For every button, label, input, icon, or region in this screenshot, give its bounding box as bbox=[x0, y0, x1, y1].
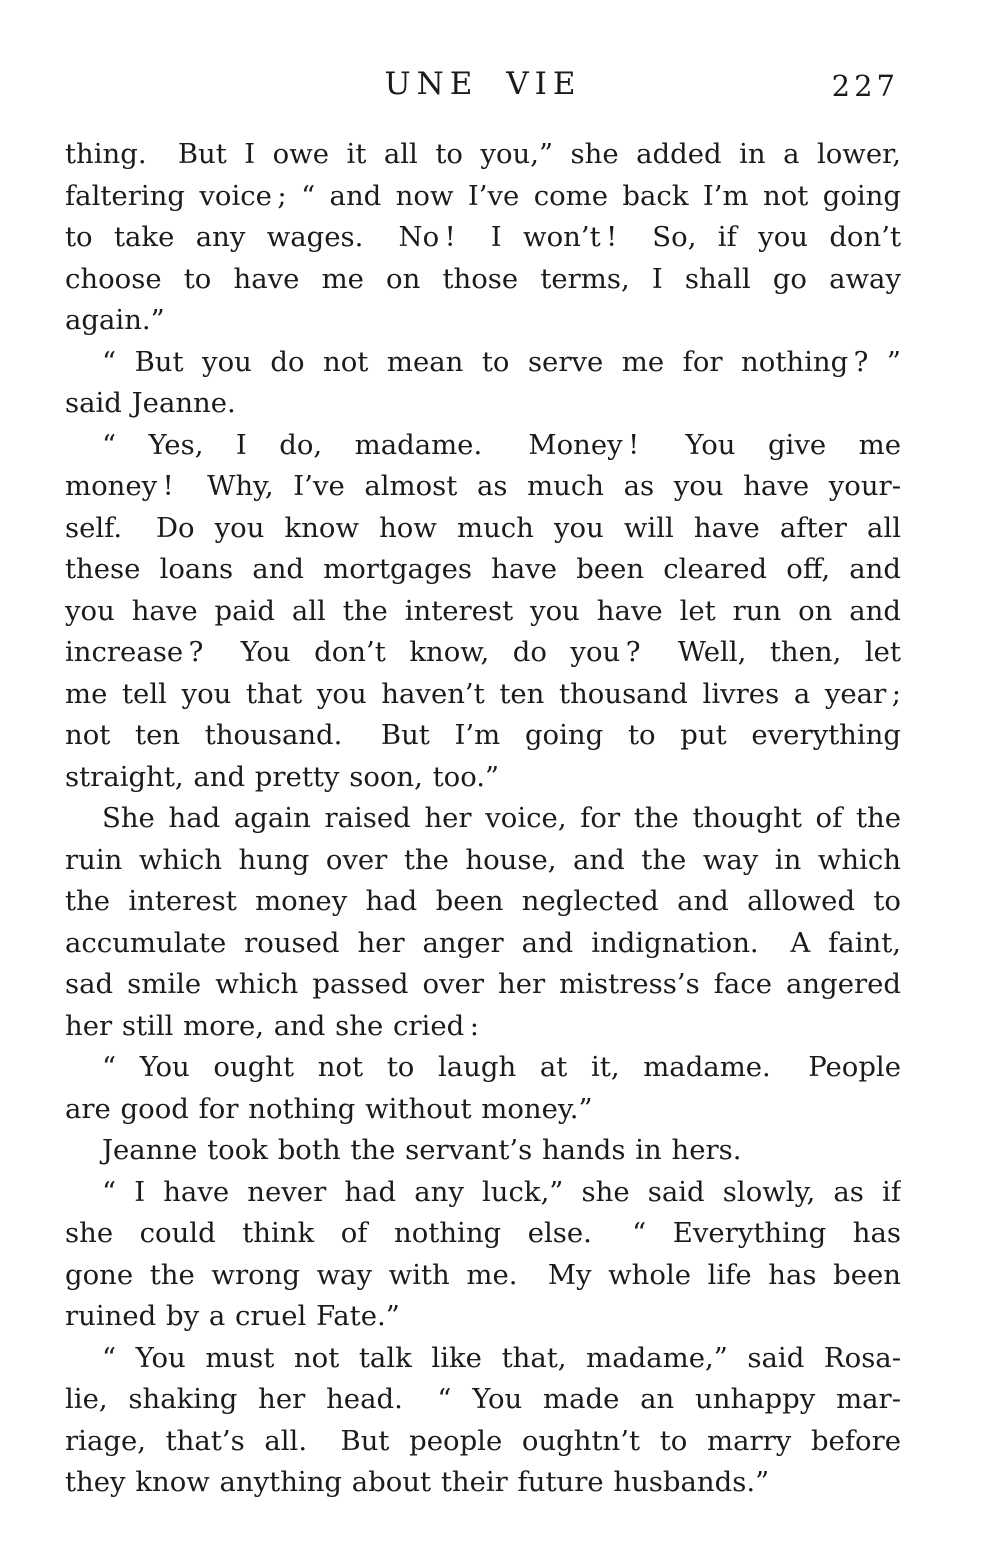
paragraph bbox=[65, 1047, 901, 1130]
text-line: “ You must not talk like that, madame,” said Rosa- bbox=[102, 1341, 901, 1374]
paragraph bbox=[65, 134, 901, 342]
text-line: self. Do you know how much you will have after all bbox=[65, 511, 901, 544]
text-line: Jeanne took both the servant’s hands in hers. bbox=[102, 1134, 742, 1166]
page-number: 227 bbox=[831, 69, 899, 103]
text-line: these loans and mortgages have been cleared off, and bbox=[65, 553, 901, 585]
text-line: again.” bbox=[65, 304, 165, 336]
text-line: choose to have me on those terms, I shall go away bbox=[65, 262, 901, 295]
text-line: accumulate roused her anger and indignation. A faint, bbox=[65, 926, 901, 959]
text-line: me tell you that you haven’t ten thousand livres a year ; bbox=[65, 677, 901, 710]
text-line: ruin which hung over the house, and the way in which bbox=[65, 843, 901, 876]
text-line: ruined by a cruel Fate.” bbox=[65, 1300, 400, 1332]
paragraph bbox=[65, 342, 901, 425]
running-head bbox=[65, 66, 901, 110]
text-line: to take any wages. No ! I won’t ! So, if you don’t bbox=[65, 221, 901, 253]
text-line: said Jeanne. bbox=[65, 387, 236, 419]
text-line: she could think of nothing else. “ Everything has bbox=[65, 1217, 901, 1249]
text-line: the interest money had been neglected and allowed to bbox=[65, 885, 901, 917]
page-body bbox=[65, 134, 901, 1504]
text-line: “ Yes, I do, madame. Money ! You give me bbox=[102, 428, 901, 461]
paragraph bbox=[65, 425, 901, 799]
paragraph bbox=[65, 1130, 901, 1172]
text-line: lie, shaking her head. “ You made an unhappy mar- bbox=[65, 1383, 901, 1415]
text-line: “ You ought not to laugh at it, madame. People bbox=[102, 1051, 901, 1083]
paragraph bbox=[65, 1338, 901, 1504]
text-line: “ But you do not mean to serve me for nothing ? ” bbox=[102, 345, 901, 378]
text-line: her still more, and she cried : bbox=[65, 1009, 479, 1042]
text-line: are good for nothing without money.” bbox=[65, 1092, 593, 1125]
text-line: faltering voice ; “ and now I’ve come back I’m not going bbox=[65, 179, 901, 212]
text-line: sad smile which passed over her mistress’s face angered bbox=[65, 968, 901, 1000]
paragraph bbox=[65, 1172, 901, 1338]
text-line: not ten thousand. But I’m going to put everything bbox=[65, 719, 901, 751]
text-line: you have paid all the interest you have let run on and bbox=[65, 594, 901, 627]
text-line: thing. But I owe it all to you,” she added in a lower, bbox=[65, 138, 901, 170]
paragraph bbox=[65, 798, 901, 1047]
text-line: straight, and pretty soon, too.” bbox=[65, 760, 500, 793]
text-line: money ! Why, I’ve almost as much as you have your- bbox=[65, 470, 901, 502]
text-line: they know anything about their future husbands.” bbox=[65, 1466, 770, 1498]
text-line: increase ? You don’t know, do you ? Well, then, let bbox=[65, 636, 901, 668]
page-title: UNE VIE bbox=[384, 66, 582, 102]
text-line: She had again raised her voice, for the thought of the bbox=[102, 802, 901, 834]
text-line: “ I have never had any luck,” she said slowly, as if bbox=[102, 1175, 901, 1208]
text-line: gone the wrong way with me. My whole life has been bbox=[65, 1258, 901, 1291]
text-line: riage, that’s all. But people oughtn’t to marry before bbox=[65, 1424, 901, 1457]
